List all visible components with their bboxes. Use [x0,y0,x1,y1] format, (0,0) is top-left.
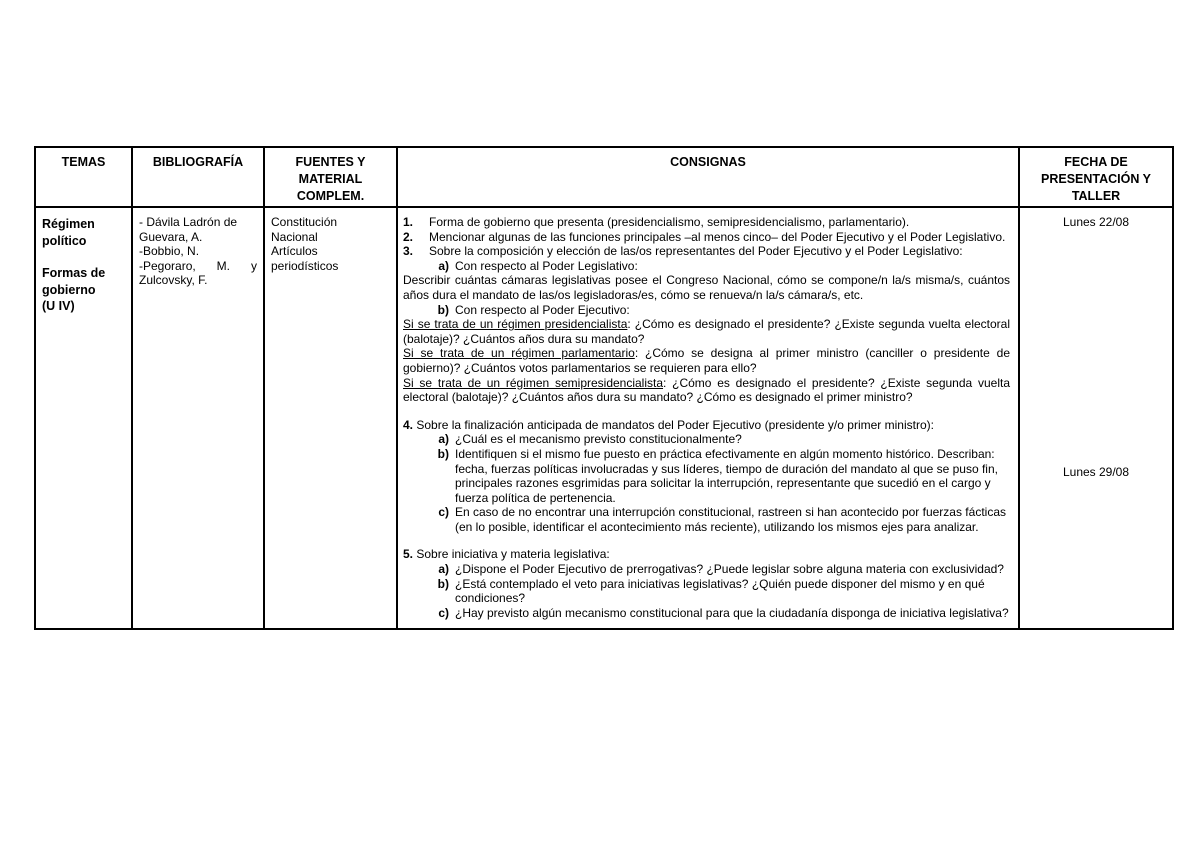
item-5c: c) ¿Hay previsto algún mecanismo constitucional para que la ciudadanía disponga de iniciativa legislativa? [438,605,1009,620]
consignas-cell [397,207,1019,629]
item-4a: a) ¿Cuál es el mecanismo previsto constitucionalmente? [438,432,742,447]
item-3b: b) Con respecto al Poder Ejecutivo: [437,302,630,317]
header-bibliografia: BIBLIOGRAFÍA [132,147,264,207]
tema-line: Formas de [42,266,106,280]
bib-entry: -Bobbio, N. [139,244,200,259]
bib-entry: -Pegoraro, M. y [139,258,257,273]
header-fuentes: FUENTES Y MATERIAL COMPLEM. [264,147,397,207]
content-row [35,207,1173,629]
item-3a-desc: Describir cuántas cámaras legislativas posee el Congreso Nacional, cómo se compone/n la/s misma/s, cuántos años dura el mandato de las/os legisladoras/es, cómo se renueva/n la/s cámara/s, etc. [403,273,1010,302]
item-5: 5. Sobre iniciativa y materia legislativa: [403,547,610,562]
parliamentary-question: Si se trata de un régimen parlamentario: ¿Cómo se designa al primer ministro (canciller o presidente de gobierno)? ¿Cuántos votos parlamentarios se requieren para ello? [403,346,1010,375]
presidential-question: Si se trata de un régimen presidencialista: ¿Cómo es designado el presidente? ¿Existe segunda vuelta electoral (balotaje)? ¿Cuántos años dura su mandato? [403,317,1011,346]
item-5a: a) ¿Dispone el Poder Ejecutivo de prerrogativas? ¿Puede legislar sobre alguna materia con exclusividad? [438,562,1004,577]
temas-cell [35,207,132,629]
fecha-1: Lunes 22/08 [1062,215,1130,229]
header-row [35,147,1173,207]
fuente-line: Nacional [271,229,318,244]
semipresidential-question: Si se trata de un régimen semipresidencialista: ¿Cómo es designado el presidente? ¿Existe segunda vuelta electoral (balotaje)? ¿Cuántos años dura su mandato? ¿Cómo es designado el primer ministro? [403,375,1010,405]
item-5b: b) ¿Está contemplado el veto para iniciativas legislativas? ¿Quién puede disponer del mismo y en qué condiciones? [437,576,985,606]
header-temas: TEMAS [35,147,132,207]
fuente-line: Constitución [271,215,338,229]
bibliografia-cell [132,207,264,629]
item-2: 2. Mencionar algunas de las funciones principales –al menos cinco– del Poder Ejecutivo y el Poder Legislativo. [403,229,1006,244]
bib-entry: Zulcovsky, F. [139,273,208,288]
header-fecha: FECHA DE PRESENTACIÓN Y TALLER [1019,147,1173,207]
tema-line: Régimen [42,217,95,231]
bib-entry: Guevara, A. [139,229,203,244]
fuente-line: periodísticos [271,258,339,273]
item-4b: b) Identifiquen si el mismo fue puesto en práctica efectivamente en algún momento histórico. Describan: fecha, fuerzas políticas involucradas y sus líderes, tiempo de duración del mandato al que se puso fin, principales razones esgrimidas para solicitar la interrupción, representante que sucedió en el cargo y fuerza política de pertenencia. [437,446,998,505]
tema-unit: (U IV) [42,299,75,313]
fecha-cell [1019,207,1173,629]
bib-entry: - Dávila Ladrón de [139,215,238,229]
tema-line: gobierno [42,282,96,297]
tema-line: político [42,233,87,248]
item-4: 4. Sobre la finalización anticipada de mandatos del Poder Ejecutivo (presidente y/o primer ministro): [403,417,934,432]
header-consignas: CONSIGNAS [397,147,1019,207]
item-1: 1. Forma de gobierno que presenta (presidencialismo, semipresidencialismo, parlamentario). [403,215,910,229]
item-4c: c) En caso de no encontrar una interrupción constitucional, rastreen si han acontecido por fuerzas fácticas (en lo posible, identificar el acontecimiento más reciente), utilizando los mismos ejes para analizar. [438,505,1006,534]
item-3: 3. Sobre la composición y elección de las/os representantes del Poder Ejecutivo y el Poder Legislativo: [403,244,963,259]
fuentes-cell [264,207,397,629]
item-3a: a) Con respecto al Poder Legislativo: [438,258,638,273]
fecha-2: Lunes 29/08 [1062,465,1130,479]
document-page [34,146,1170,630]
schedule-table [34,146,1174,630]
fuente-line: Artículos [271,244,318,259]
